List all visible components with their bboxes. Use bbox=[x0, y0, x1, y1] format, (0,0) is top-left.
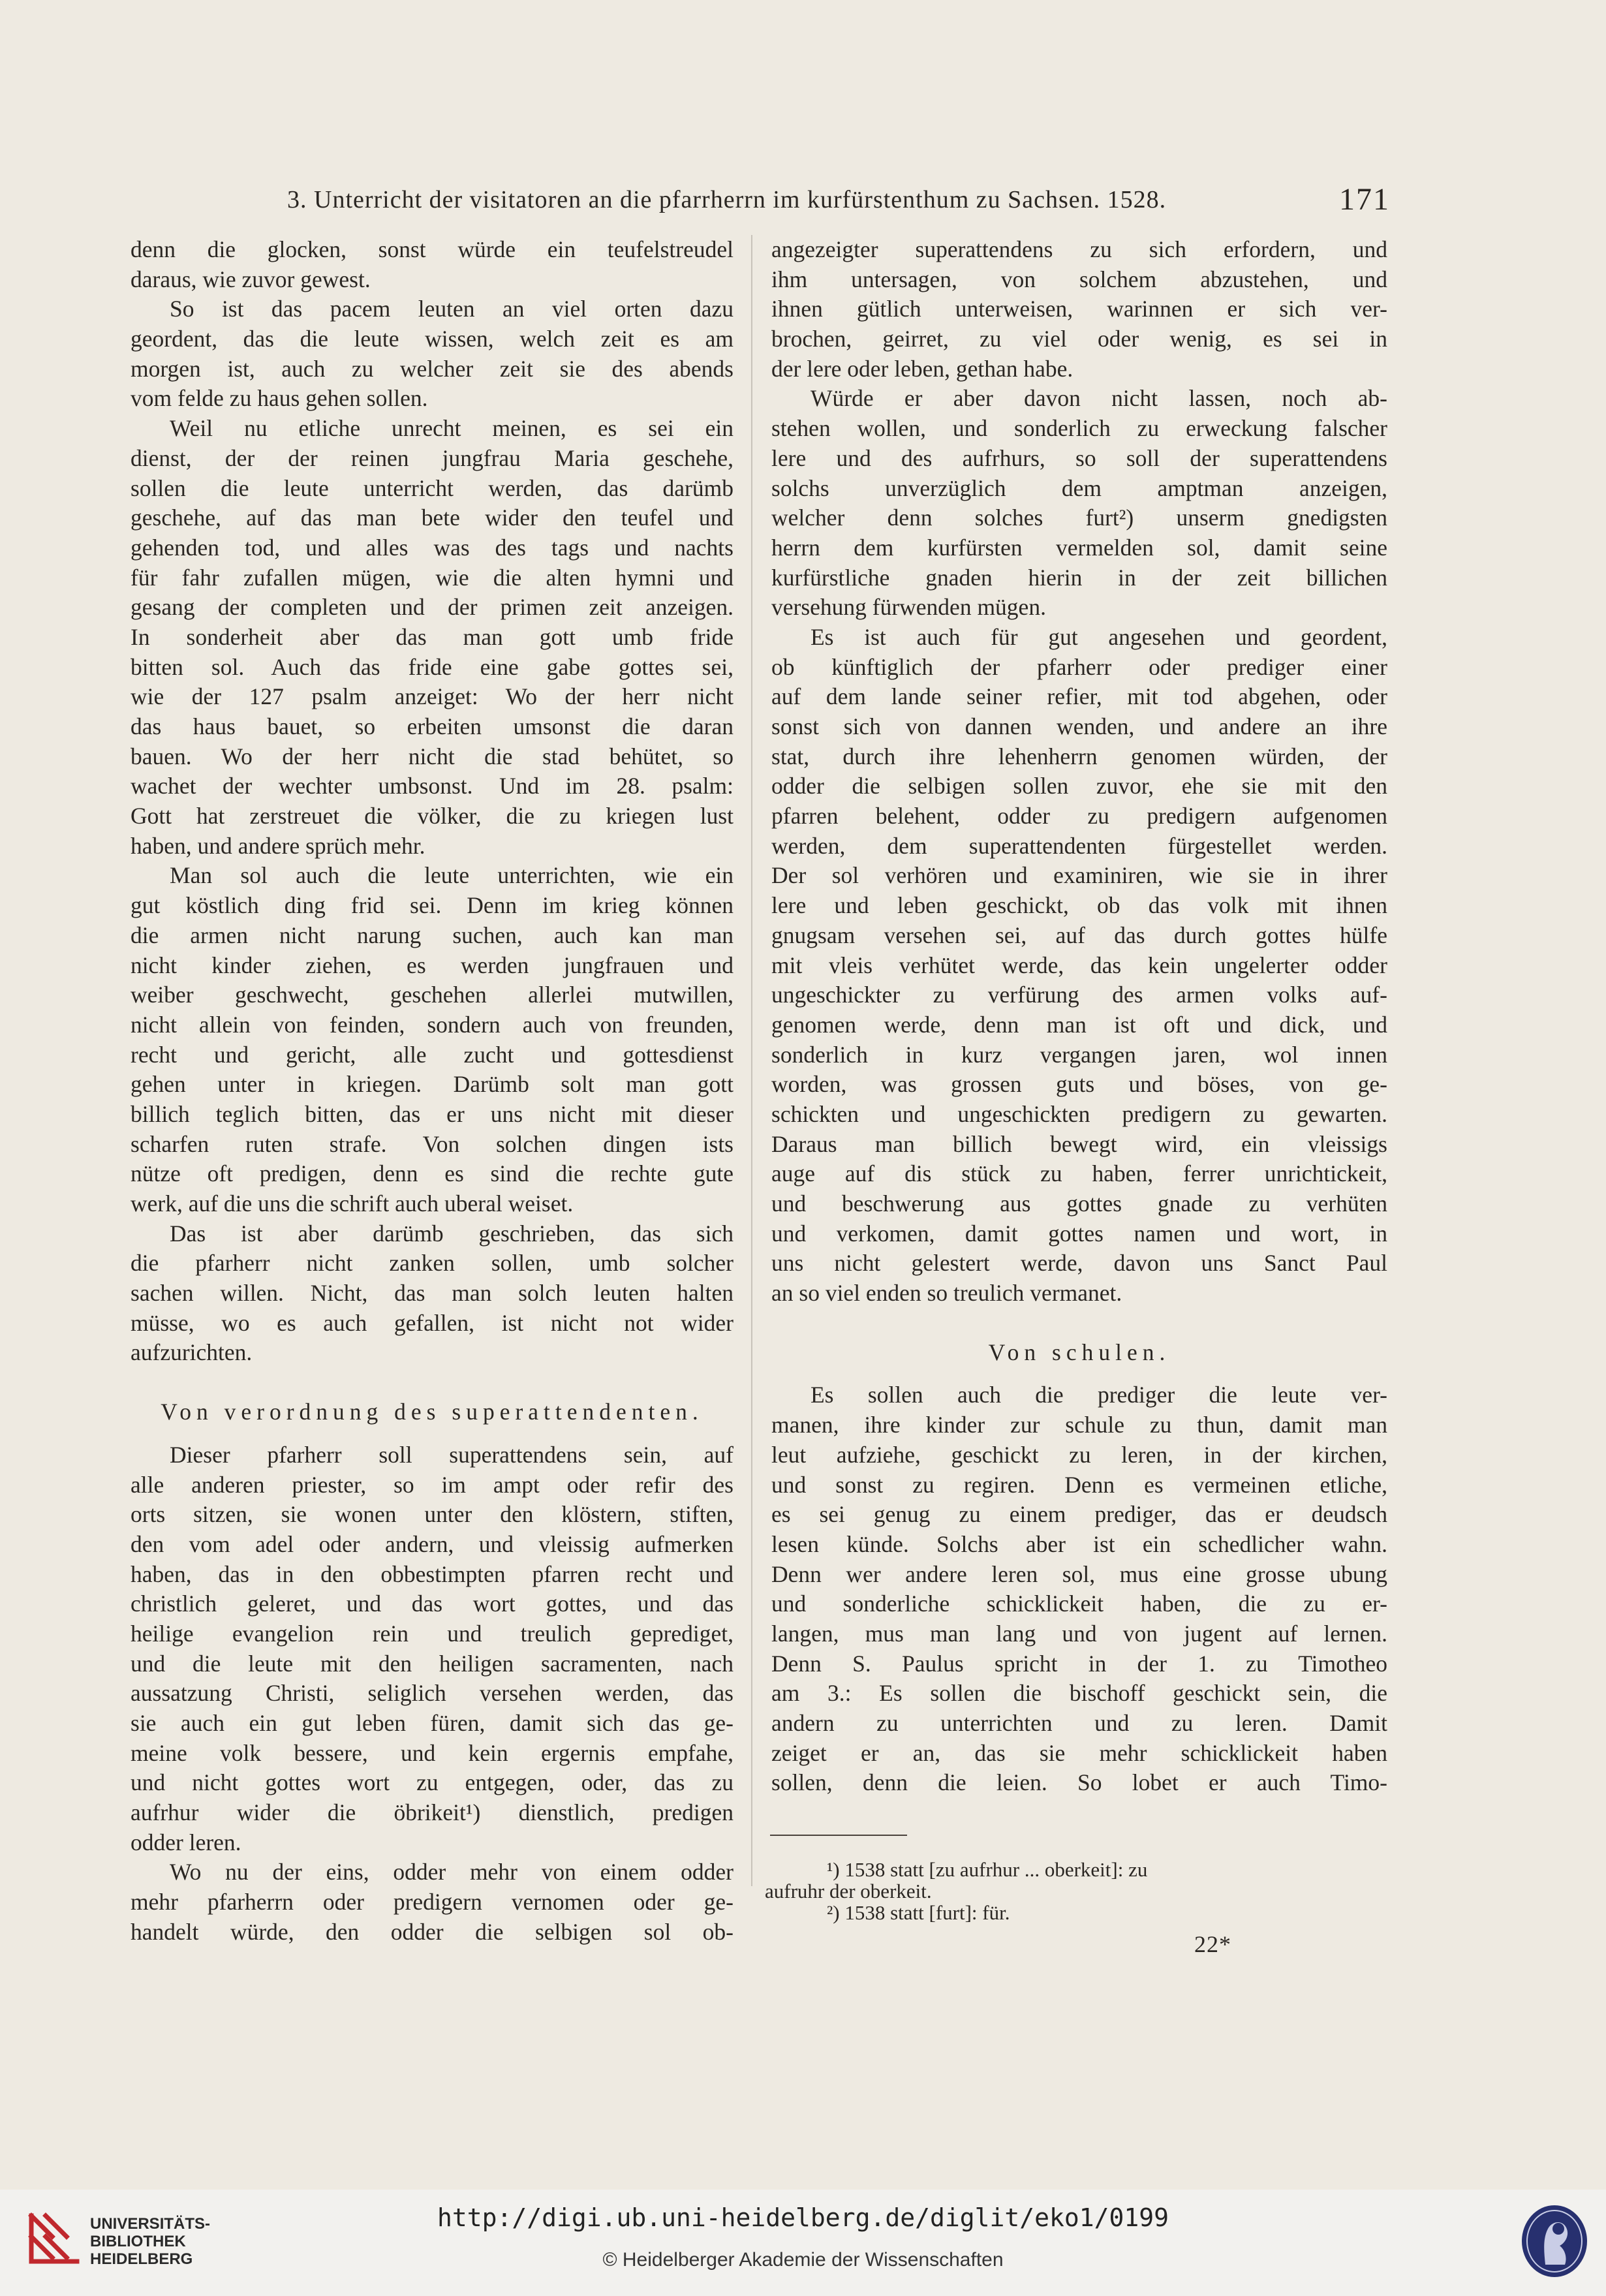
left-column-text-line: die armen nicht narung suchen, auch kan man bbox=[131, 922, 734, 948]
left-column-text-line: weiber geschwecht, geschehen allerlei mutwillen, bbox=[131, 982, 734, 1008]
left-column bbox=[131, 235, 734, 1947]
left-column-text-line: nicht allein von feinden, sondern auch von freunden, bbox=[131, 1011, 734, 1038]
left-column-text-line: gut köstlich ding frid sei. Denn im krieg können bbox=[131, 892, 734, 919]
right-column-text-line: genomen werde, denn man ist oft und dick, und bbox=[771, 1011, 1387, 1038]
left-column-text-line: gehenden tod, und alles was des tags und nachts bbox=[131, 534, 734, 561]
left-column-text-line: dienst, der der reinen jungfrau Maria geschehe, bbox=[131, 444, 734, 471]
right-column-text-line: sollen, denn die leien. So lobet er auch Timo- bbox=[771, 1769, 1387, 1796]
left-column-text-line: sachen willen. Nicht, das man solch leuten halten bbox=[131, 1280, 734, 1307]
left-column-text-line: den vom adel oder andern, und vleissig aufmerken bbox=[131, 1530, 734, 1557]
left-column-text-line: geordent, das die leute wissen, welch zeit es am bbox=[131, 326, 734, 352]
left-column-text-line: denn die glocken, sonst würde ein teufelstreudel bbox=[131, 236, 734, 262]
left-column-text-line: wachet der wechter umbsonst. Und im 28. psalm: bbox=[131, 773, 734, 799]
left-column-text-line: für fahr zufallen mügen, wie die alten hymni und bbox=[131, 564, 734, 591]
left-column-text-line: gesang der completen und der primen zeit anzeigen. bbox=[131, 594, 734, 621]
library-name-line-2: BIBLIOTHEK bbox=[90, 2233, 186, 2250]
right-column-text-line: worden, was grossen guts und böses, von ge- bbox=[771, 1071, 1387, 1098]
section-spacer bbox=[771, 1367, 1387, 1380]
right-column-text-line: kurfürstliche gnaden hierin in der zeit billichen bbox=[771, 564, 1387, 591]
left-column-text-line: scharfen ruten strafe. Von solchen dingen ists bbox=[131, 1130, 734, 1157]
permalink-url[interactable]: http://digi.ub.uni-heidelberg.de/diglit/eko1/0199 bbox=[437, 2203, 1169, 2232]
left-column-text-line: sollen die leute unterricht werden, das darümb bbox=[131, 474, 734, 501]
right-column-text-line: angezeigter superattendens zu sich erfordern, und bbox=[771, 236, 1387, 262]
right-column-text-line: herrn dem kurfürsten vermelden sol, damit seine bbox=[771, 534, 1387, 561]
right-column-text-line: odder die selbigen sollen zuvor, ehe sie mit den bbox=[771, 773, 1387, 799]
copyright-notice: © Heidelberger Akademie der Wissenschaften bbox=[602, 2249, 1004, 2271]
library-name-line-1: UNIVERSITÄTS- bbox=[90, 2215, 211, 2233]
right-column-text-line: werden, dem superattendenten fürgestellet werden. bbox=[771, 832, 1387, 859]
right-column-text-line: und sonst zu regiren. Denn es vermeinen etliche, bbox=[771, 1471, 1387, 1498]
right-column-text-line: und verkomen, damit gottes namen und wort, in bbox=[771, 1220, 1387, 1247]
left-column-text-line: alle anderen priester, so im ampt oder refir des bbox=[131, 1471, 734, 1498]
left-column-text-line: gehen unter in kriegen. Darümb solt man gott bbox=[131, 1071, 734, 1098]
right-column-text-line: Denn wer andere leren sol, mus eine grosse ubung bbox=[771, 1560, 1387, 1587]
right-column-text-line: welcher denn solches furt²) unserm gnedigsten bbox=[771, 504, 1387, 531]
left-column-text-line: Weil nu etliche unrecht meinen, es sei ein bbox=[170, 415, 734, 442]
right-column-text-line: Würde er aber davon nicht lassen, noch ab- bbox=[811, 385, 1387, 412]
left-column-text-line: haben, und andere sprüch mehr. bbox=[131, 832, 425, 859]
left-column-text-line: haben, das in den obbestimpten pfarren recht und bbox=[131, 1560, 734, 1587]
left-column-text-line: werk, auf die uns die schrift auch uberal weiset. bbox=[131, 1190, 574, 1217]
right-column-text-line: Es sollen auch die prediger die leute ver- bbox=[811, 1382, 1387, 1408]
footnote-rule bbox=[770, 1835, 907, 1836]
right-column-text-line: versehung fürwenden mügen. bbox=[771, 594, 1046, 621]
left-column-text-line: Man sol auch die leute unterrichten, wie ein bbox=[170, 862, 734, 889]
left-column-text-line: morgen ist, auch zu welcher zeit sie des abends bbox=[131, 355, 734, 382]
right-column-text-line: gnugsam versehen sei, auf das durch gottes hülfe bbox=[771, 922, 1387, 948]
left-column-text-line: aufzurichten. bbox=[131, 1339, 253, 1366]
right-column-text-line: andern zu unterrichten und zu leren. Damit bbox=[771, 1710, 1387, 1736]
section-spacer bbox=[771, 1309, 1387, 1338]
footnote-1: ¹) 1538 statt [zu aufrhur ... oberkeit]: zu bbox=[827, 1858, 1148, 1881]
left-column-text-line: daraus, wie zuvor gewest. bbox=[131, 266, 371, 292]
left-column-text-line: die pfarherr nicht zanken sollen, umb solcher bbox=[131, 1250, 734, 1277]
left-column-text-line: nicht kinder ziehen, es werden jungfrauen und bbox=[131, 952, 734, 978]
right-column-text-line: am 3.: Es sollen die bischoff geschickt sein, die bbox=[771, 1680, 1387, 1707]
right-column-text-line: manen, ihre kinder zur schule zu thun, damit man bbox=[771, 1412, 1387, 1438]
right-column-text-line: Der sol verhören und examiniren, wie sie in ihrer bbox=[771, 862, 1387, 889]
left-column-text-line: Wo nu der eins, odder mehr von einem odder bbox=[170, 1859, 734, 1885]
footnote-2: ²) 1538 statt [furt]: für. bbox=[827, 1901, 1010, 1924]
left-column-text-line: So ist das pacem leuten an viel orten dazu bbox=[170, 296, 734, 322]
right-column-text-line: pfarren belehent, odder zu predigern aufgenomen bbox=[771, 803, 1387, 830]
right-column-text-line: ungeschickter zu verfürung des armen volks auf- bbox=[771, 982, 1387, 1008]
right-column-text-line: lesen künde. Solchs aber ist ein schedlicher wahn. bbox=[771, 1530, 1387, 1557]
right-column-text-line: auf dem lande seiner refier, mit tod abgehen, oder bbox=[771, 683, 1387, 710]
footnote-1-continued: aufruhr der oberkeit. bbox=[765, 1880, 932, 1902]
academy-seal-icon bbox=[1519, 2203, 1590, 2280]
section-spacer bbox=[131, 1427, 734, 1440]
right-column-text-line: leut aufziehe, geschickt zu leren, in der kirchen, bbox=[771, 1441, 1387, 1468]
page-number: 171 bbox=[1339, 182, 1390, 217]
left-column-text-line: Das ist aber darümb geschrieben, das sich bbox=[170, 1220, 734, 1247]
left-column-section-heading: Von verordnung des superattendenten. bbox=[161, 1399, 703, 1425]
right-column-text-line: solchs unverzüglich dem amptman anzeigen, bbox=[771, 474, 1387, 501]
signature-mark: 22* bbox=[1194, 1931, 1231, 1957]
right-column-text-line: ob künftiglich der pfarherr oder prediger einer bbox=[771, 653, 1387, 680]
right-column-text-line: auge auf dis stück zu haben, ferrer unrichtickeit, bbox=[771, 1160, 1387, 1187]
right-column-text-line: sonst sich von dannen wenden, und andere an ihre bbox=[771, 713, 1387, 739]
right-column-text-line: ihnen gütlich unterweisen, warinnen er sich ver- bbox=[771, 296, 1387, 322]
right-column-section-heading: Von schulen. bbox=[988, 1339, 1171, 1365]
right-column-text-line: langen, mus man lang und von jugent auf lernen. bbox=[771, 1620, 1387, 1647]
right-column-text-line: und beschwerung aus gottes gnade zu verhüten bbox=[771, 1190, 1387, 1217]
running-head-title: 3. Unterricht der visitatoren an die pfarrherrn im kurfürstenthum zu Sachsen. 1528. bbox=[287, 186, 1167, 213]
left-column-text-line: Dieser pfarherr soll superattendens sein, auf bbox=[170, 1441, 734, 1468]
right-column-text-line: lere und leben geschickt, ob das volk mit ihnen bbox=[771, 892, 1387, 919]
left-column-text-line: müsse, wo es auch gefallen, ist nicht not wider bbox=[131, 1309, 734, 1336]
right-column-text-line: an so viel enden so treulich vermanet. bbox=[771, 1280, 1122, 1307]
right-column bbox=[771, 235, 1387, 1798]
left-column-text-line: meine volk bessere, und kein ergernis empfahe, bbox=[131, 1739, 734, 1766]
column-divider bbox=[751, 235, 752, 1886]
left-column-text-line: odder leren. bbox=[131, 1829, 241, 1855]
right-column-text-line: stat, durch ihre lehenherrn genomen würden, der bbox=[771, 743, 1387, 769]
left-column-text-line: sie auch ein gut leben füren, damit sich das ge- bbox=[131, 1710, 734, 1736]
left-column-text-line: recht und gericht, alle zucht und gottesdienst bbox=[131, 1041, 734, 1068]
left-column-text-line: billich teglich bitten, das er uns nicht mit dieser bbox=[131, 1100, 734, 1127]
left-column-text-line: wie der 127 psalm anzeiget: Wo der herr nicht bbox=[131, 683, 734, 710]
library-name-line-3: HEIDELBERG bbox=[90, 2250, 193, 2268]
right-column-text-line: sonderlich in kurz vergangen jaren, wol innen bbox=[771, 1041, 1387, 1068]
right-column-text-line: Daraus man billich bewegt wird, ein vleissigs bbox=[771, 1130, 1387, 1157]
left-column-text-line: Gott hat zerstreuet die völker, die zu kriegen lust bbox=[131, 803, 734, 830]
left-column-text-line: christlich geleret, und das wort gottes, und das bbox=[131, 1590, 734, 1617]
right-column-text-line: es sei genug zu einem prediger, das er deudsch bbox=[771, 1501, 1387, 1528]
left-column-text-line: aussatzung Christi, seliglich versehen werden, das bbox=[131, 1680, 734, 1707]
right-column-text-line: ihm untersagen, von solchem abzustehen, und bbox=[771, 266, 1387, 292]
right-column-text-line: brochen, geirret, zu viel oder wenig, es sei in bbox=[771, 326, 1387, 352]
right-column-text-line: schickten und ungeschickten predigern zu gewarten. bbox=[771, 1100, 1387, 1127]
left-column-text-line: geschehe, auf das man bete wider den teufel und bbox=[131, 504, 734, 531]
right-column-text-line: Denn S. Paulus spricht in der 1. zu Timotheo bbox=[771, 1650, 1387, 1677]
right-column-text-line: der lere oder leben, gethan habe. bbox=[771, 355, 1073, 382]
right-column-text-line: Es ist auch für gut angesehen und geordent, bbox=[811, 623, 1387, 650]
left-column-text-line: und nicht gottes wort zu entgegen, oder, das zu bbox=[131, 1769, 734, 1796]
left-column-text-line: nütze oft predigen, denn es sind die rechte gute bbox=[131, 1160, 734, 1187]
left-column-text-line: mehr pfarherrn oder predigern vernomen oder ge- bbox=[131, 1889, 734, 1916]
footnotes bbox=[765, 1859, 1388, 1923]
right-column-text-line: stehen wollen, und sonderlich zu erweckung falscher bbox=[771, 415, 1387, 442]
running-head bbox=[287, 180, 1390, 219]
right-column-text-line: und sonderliche schicklickeit haben, die zu er- bbox=[771, 1590, 1387, 1617]
right-column-text-line: zeiget er an, das sie mehr schicklickeit haben bbox=[771, 1739, 1387, 1766]
right-column-text-line: lere und des aufrhurs, so soll der superattendens bbox=[771, 444, 1387, 471]
left-column-text-line: das haus bauet, so erbeiten umsonst die daran bbox=[131, 713, 734, 739]
left-column-text-line: vom felde zu haus gehen sollen. bbox=[131, 385, 428, 412]
left-column-text-line: handelt würde, den odder die selbigen sol ob- bbox=[131, 1918, 734, 1945]
left-column-text-line: bitten sol. Auch das fride eine gabe gottes sei, bbox=[131, 653, 734, 680]
left-column-text-line: In sonderheit aber das man gott umb fride bbox=[131, 623, 734, 650]
section-spacer bbox=[131, 1368, 734, 1397]
right-column-text-line: uns nicht gelestert werde, davon uns Sanct Paul bbox=[771, 1250, 1387, 1277]
left-column-text-line: orts sitzen, sie wonen unter den klöstern, stiften, bbox=[131, 1501, 734, 1528]
left-column-text-line: heilige evangelion rein und treulich geprediget, bbox=[131, 1620, 734, 1647]
left-column-text-line: und die leute mit den heiligen sacramenten, nach bbox=[131, 1650, 734, 1677]
left-column-text-line: aufrhur wider die öbrikeit¹) dienstlich, predigen bbox=[131, 1799, 734, 1826]
right-column-text-line: mit vleis verhütet werde, das kein ungelerter odder bbox=[771, 952, 1387, 978]
left-column-text-line: bauen. Wo der herr nicht die stad behütet, so bbox=[131, 743, 734, 769]
